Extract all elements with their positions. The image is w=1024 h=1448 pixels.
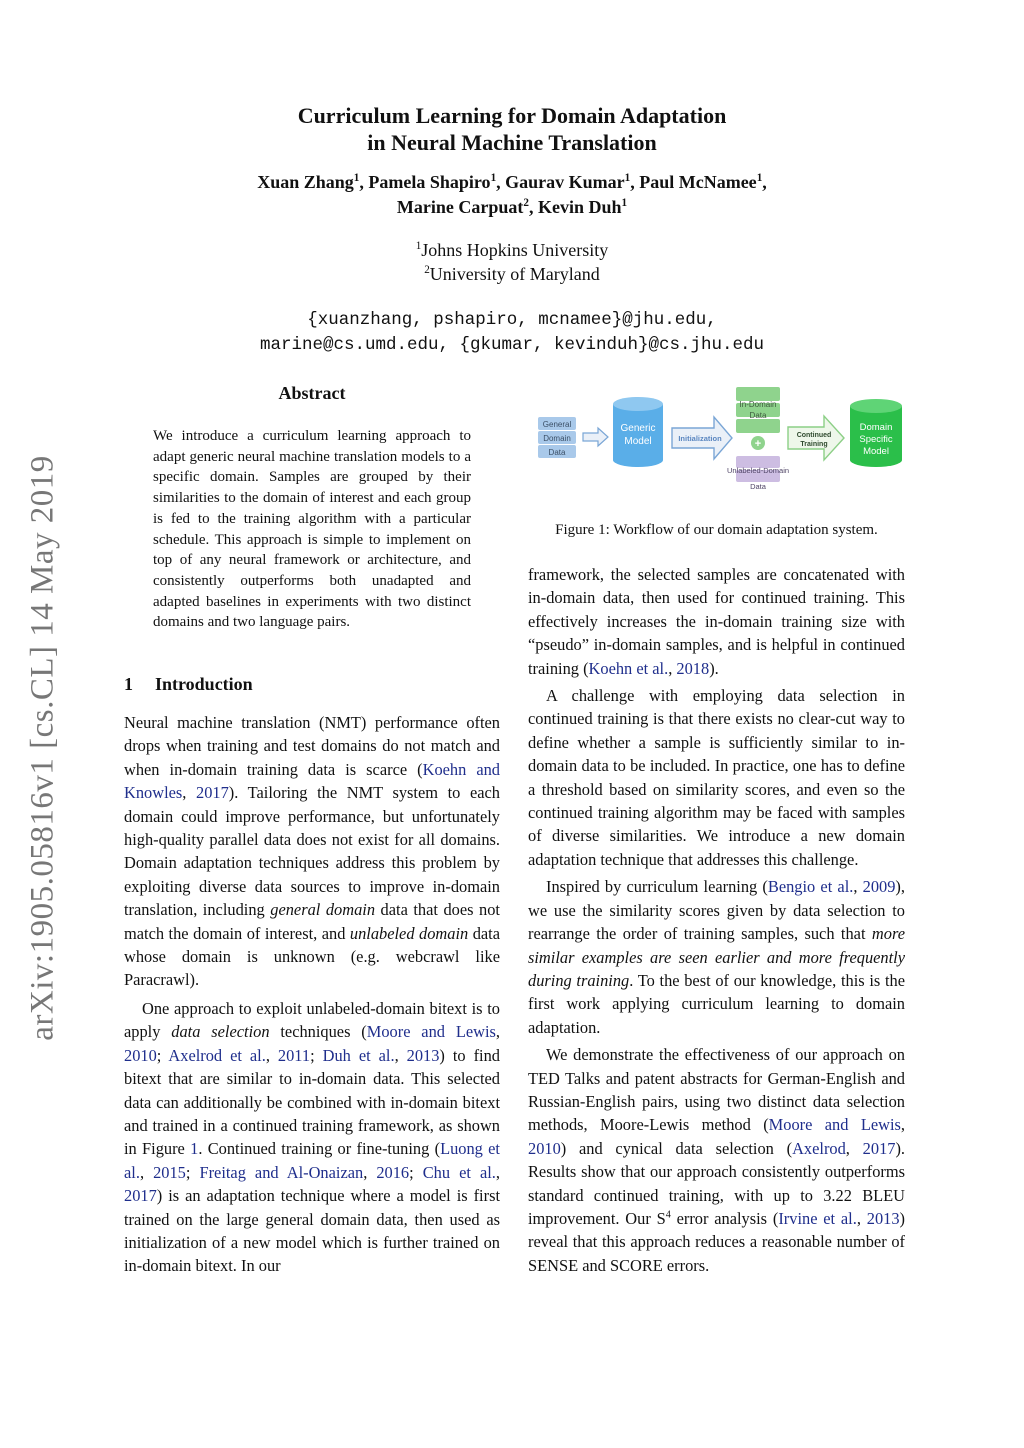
affiliation — [0, 238, 1024, 262]
citation-link[interactable]: 2018 — [676, 658, 710, 678]
section-title: Introduction — [155, 674, 253, 694]
generic-model-label-1: Generic — [620, 423, 656, 434]
paragraph: A challenge with employing data selection in continued training is that there exists no clear-cut way to define whether a sample is sufficiently similar to in-domain data to be included. In practice, one has to define a threshold based on similarity scores, and even so the continued training algorithm may be faced with samples of diverse similarities. We introduce a new domain adaptation technique that addresses this challenge. — [528, 686, 905, 869]
paragraph: framework, the selected samples are concatenated with in-domain data, then used for continued training. This effectively increases the in-domain training size with “pseudo” in-domain samples, and is helpful in continued training (Koehn et al., 2018). — [528, 565, 905, 678]
title-line-2: in Neural Machine Translation — [367, 130, 657, 155]
citation-link[interactable]: 2017 — [124, 1186, 157, 1206]
generic-model-cylinder — [613, 397, 663, 467]
arrow-icon — [583, 428, 608, 446]
paragraph: One approach to exploit unlabeled-domain bitext is to apply data selection techniques (Moore and Lewis, 2010; Axelrod et al., 2011; Duh et al., 2013) to find bitext that are similar to in-domain data. This selected data can additionally be combined with in-domain bitext and trained in a continued training framework, as shown in Figure 1. Continued training or fine-tuning (Luong et al., 2015; Freitag and Al-Onaizan, 2016; Chu et al., 2017) is an adaptation technique where a model is first trained on the large general domain data, then used as initialization of a new model which is further trained on in-domain bitext. In our — [124, 998, 501, 1276]
general-domain-label-3: Data — [548, 448, 566, 457]
intro-body-right — [528, 563, 905, 1277]
general-domain-label-1: General — [542, 420, 572, 429]
author-name: Marine Carpuat — [396, 197, 524, 217]
author-name: Paul McNamee — [639, 172, 757, 192]
citation-link[interactable]: 2009 — [862, 877, 896, 897]
citation-link[interactable]: Bengio et al. — [767, 877, 854, 897]
affiliation-number: 2 — [424, 264, 430, 276]
domain-specific-model-cylinder — [850, 399, 902, 467]
figure-link[interactable]: 1 — [190, 1139, 199, 1159]
continued-training-arrow — [788, 416, 844, 460]
paragraph: We demonstrate the effectiveness of our approach on TED Talks and patent abstracts for German-English and Russian-English pairs, using two distinct data selection methods, Moore-Lewis method (Moore and Lewis, 2010) and cynical data selection (Axelrod, 2017). Results show that our approach consistently outperforms standard continued training, with up to 3.22 BLEU improvement. Our $S^4$ error analysis (Irvine et al., 2013) reveal that this approach reduces a reasonable number of SENSE and SCORE errors. — [528, 1045, 906, 1275]
citation-link[interactable]: Axelrod et al. — [168, 1045, 266, 1065]
paragraph: Neural machine translation (NMT) performance often drops when training and test domains do not match and when in-domain training data is scarce (Koehn and Knowles, 2017). Tailoring the NMT system to each domain could improve performance, but unfortunately high-quality parallel data does not exist for all domains. Domain adaptation techniques address this problem by exploiting diverse data sources to improve in-domain translation, including general domain data that does not match the domain of interest, and unlabeled domain data whose domain is unknown (e.g. webcrawl like Paracrawl). — [124, 713, 501, 990]
citation-link[interactable]: Axelrod — [792, 1138, 846, 1158]
email-line: {xuanzhang, pshapiro, mcnamee}@jhu.edu, — [307, 310, 717, 330]
citation-link[interactable]: 2017 — [862, 1138, 896, 1158]
plus-icon — [751, 436, 765, 450]
citation-link[interactable]: 2016 — [376, 1162, 410, 1182]
arxiv-identifier: arXiv:1905.05816v1 [cs.CL] 14 May 2019 — [24, 455, 61, 1041]
abstract-heading: Abstract — [278, 383, 346, 403]
domain-specific-label-2: Specific — [859, 434, 893, 445]
general-domain-label-2: Domain — [543, 434, 571, 443]
citation-link[interactable]: Freitag and Al-Onaizan — [199, 1162, 364, 1182]
author-line-2: Marine Carpuat$^2$, Kevin Duh$^1$ — [396, 197, 628, 217]
affiliation-number: 1 — [415, 240, 422, 252]
initialization-arrow — [672, 417, 732, 459]
unlabeled-domain-data-box — [727, 456, 789, 491]
citation-link[interactable]: 2011 — [277, 1045, 311, 1065]
citation-link[interactable]: 2015 — [153, 1162, 186, 1182]
citation-link[interactable]: Chu et al. — [422, 1162, 496, 1182]
citation-link[interactable]: Duh et al. — [322, 1045, 395, 1065]
citation-link[interactable]: 2013 — [406, 1045, 440, 1065]
email-block — [0, 308, 1024, 358]
author-name: Gaurav Kumar — [505, 172, 625, 192]
paper-title — [0, 102, 1024, 156]
continued-training-label-1: Continued — [796, 432, 832, 439]
citation-link[interactable]: 2017 — [196, 783, 229, 803]
author-affiliation-mark: 1 — [490, 172, 497, 184]
author-list — [0, 170, 1024, 220]
initialization-label: Initialization — [678, 434, 722, 443]
affiliation-name: Johns Hopkins University — [421, 240, 609, 260]
section-number: 1 — [124, 674, 133, 694]
title-line-1: Curriculum Learning for Domain Adaptation — [297, 103, 727, 128]
affiliation — [0, 262, 1024, 286]
email-line: marine@cs.umd.edu, {gkumar, kevinduh}@cs.jhu.edu — [259, 335, 765, 355]
unlabeled-domain-label-1: Unlabeled-Domain — [726, 466, 790, 475]
author-affiliation-mark: 1 — [756, 172, 763, 184]
author-name: Pamela Shapiro — [368, 172, 491, 192]
citation-link[interactable]: Koehn et al. — [588, 658, 669, 678]
paragraph: Inspired by curriculum learning (Bengio et al., 2009), we use the similarity scores given by data selection to rearrange the order of training samples, such that more similar examples are seen earlier and more frequently during training. To the best of our knowledge, this is the first work applying curriculum learning to domain adaptation. — [528, 877, 906, 1037]
domain-specific-label-1: Domain — [859, 422, 893, 433]
citation-link[interactable]: 2010 — [124, 1045, 157, 1065]
domain-specific-label-3: Model — [863, 446, 889, 457]
in-domain-data-box — [736, 387, 780, 433]
affiliation-list — [0, 238, 1024, 286]
citation-link[interactable]: Koehn and Knowles — [124, 759, 500, 803]
citation-link[interactable]: Moore and Lewis — [768, 1115, 901, 1135]
affiliation-name: University of Maryland — [429, 264, 600, 284]
general-domain-data-box — [538, 417, 576, 458]
citation-link[interactable]: Moore and Lewis — [366, 1022, 496, 1042]
author-name: Xuan Zhang — [257, 172, 354, 192]
workflow-figure — [528, 384, 905, 491]
author-name: Kevin Duh — [537, 197, 622, 217]
continued-training-label-2: Training — [800, 441, 828, 448]
generic-model-label-2: Model — [624, 436, 652, 447]
figure-caption: Figure 1: Workflow of our domain adaptation system. — [555, 522, 878, 538]
unlabeled-domain-label-2: Data — [750, 482, 766, 491]
citation-link[interactable]: 2010 — [528, 1138, 561, 1158]
citation-link[interactable]: 2013 — [866, 1208, 900, 1228]
author-line-1: Xuan Zhang$^1$, Pamela Shapiro$^1$, Gaurav Kumar$^1$, Paul McNamee$^1$, — [257, 172, 767, 192]
author-affiliation-mark: 2 — [523, 197, 529, 209]
section-heading — [124, 674, 500, 695]
citation-link[interactable]: Luong et al. — [124, 1139, 500, 1182]
author-affiliation-mark: 1 — [621, 197, 628, 209]
author-affiliation-mark: 1 — [353, 172, 360, 184]
author-affiliation-mark: 1 — [624, 172, 631, 184]
in-domain-label-2: Data — [749, 411, 767, 420]
in-domain-label-1: In-Domain — [739, 400, 777, 409]
plus-label: + — [754, 438, 762, 450]
citation-link[interactable]: Irvine et al. — [778, 1208, 857, 1228]
abstract-body: We introduce a curriculum learning approach to adapt generic neural machine translation models to a specific domain. Samples are grouped by their similarities to the domain of interest and each group is fed to the training algorithm with a particular schedule. This approach is simple to implement on top of any neural framework or architecture, and consistently outperforms both unadapted and adapted baselines in experiments with two distinct domains and two language pairs. — [153, 428, 471, 631]
intro-body-left — [124, 711, 500, 1278]
